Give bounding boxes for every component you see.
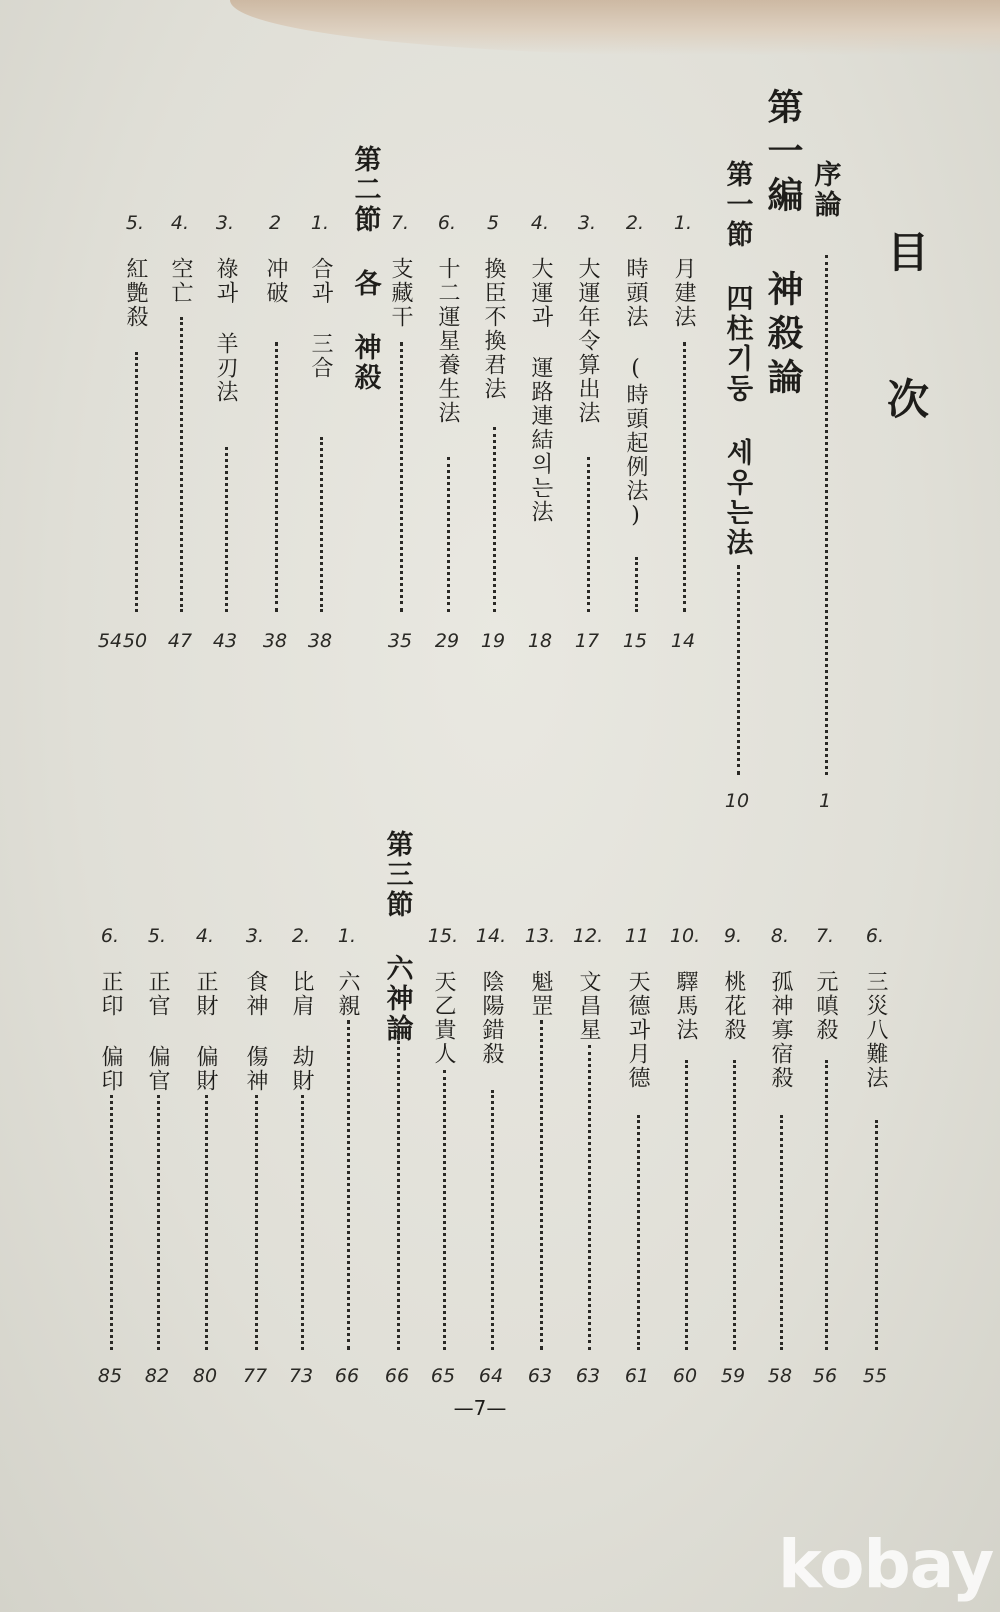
entry-title: 孤神寡宿殺 [768,970,793,1090]
entry-title: 月建法 [671,257,696,329]
section-title: 第二節 各 神殺 [349,145,381,393]
entry-page: 38 [262,630,288,652]
entry-title: 比肩 劫財 [289,970,314,1093]
entry-page: 61 [624,1365,650,1387]
leader-dots [397,1030,400,1350]
leader-dots [635,557,638,612]
entry-page: 56 [812,1365,838,1387]
leader-dots [157,1095,160,1350]
entry-page: 55 [862,1365,888,1387]
entry-page: 15 [622,630,648,652]
entry-number: 6. [437,212,457,234]
entry-page: 65 [430,1365,456,1387]
leader-dots [491,1090,494,1350]
entry-page: 63 [575,1365,601,1387]
entry-page: 19 [480,630,506,652]
entry-page: 50 [122,630,148,652]
entry-title: 正財 偏財 [193,970,218,1093]
entry-page: 77 [242,1365,268,1387]
entry-title: 正官 偏官 [145,970,170,1093]
entry-page: 18 [527,630,553,652]
entry-title: 驛馬法 [673,970,698,1042]
entry-number: 5 [486,212,500,234]
entry-number: 1. [337,925,357,947]
leader-dots [637,1115,640,1350]
entry-page: 17 [574,630,600,652]
entry-title: 六親 [335,970,360,1018]
entry-page: 66 [334,1365,360,1387]
entry-page: 14 [670,630,696,652]
leader-dots [135,352,138,612]
leader-dots [255,1095,258,1350]
entry-number: 2. [291,925,311,947]
entry-page: 35 [387,630,413,652]
entry-number: 12. [572,925,604,947]
entry-page: 80 [192,1365,218,1387]
entry-number: 1. [673,212,693,234]
leader-dots [587,457,590,612]
entry-page: 85 [97,1365,123,1387]
entry-number: 2. [625,212,645,234]
entry-title: 元嗔殺 [813,970,838,1042]
entry-title: 合과 三合 [308,257,333,380]
entry-title: 換臣不換君法 [481,257,506,401]
entry-number: 14. [475,925,507,947]
entry-title: 陰陽錯殺 [479,970,504,1066]
entry-title: 紅艶殺 [123,257,148,329]
leader-dots [875,1120,878,1350]
leader-dots [447,457,450,612]
leader-dots [825,1060,828,1350]
entry-title: 第一節 四柱기둥 세우는法 [721,160,753,558]
entry-title: 十二運星養生法 [435,257,460,425]
entry-page: 63 [527,1365,553,1387]
entry-number: 7. [390,212,410,234]
entry-title: 冲破 [263,257,288,305]
leader-dots [225,447,228,612]
leader-dots [347,1020,350,1350]
entry-title: 三災八難法 [863,970,888,1090]
entry-page: 73 [288,1365,314,1387]
leader-dots [180,317,183,612]
section-title: 第三節 六神論 [381,830,413,1044]
entry-number: 3. [245,925,265,947]
entry-title: 大運年令算出法 [575,257,600,425]
entry-title: 文昌星 [576,970,601,1042]
leader-dots [825,255,828,775]
leader-dots [685,1060,688,1350]
entry-number: 13. [524,925,556,947]
entry-page: 38 [307,630,333,652]
entry-number: 9. [723,925,743,947]
entry-number: 11 [624,925,650,947]
entry-title: 天乙貴人 [431,970,456,1066]
entry-page: 58 [767,1365,793,1387]
leader-dots [275,342,278,612]
entry-page: 54 [97,630,123,652]
leader-dots [780,1115,783,1350]
entry-page: 66 [384,1365,410,1387]
entry-number: 5. [125,212,145,234]
leader-dots [493,427,496,612]
kobay-watermark-logo: kobay [778,1526,994,1603]
water-stain [230,0,1000,55]
entry-title: 食神 傷神 [243,970,268,1093]
leader-dots [683,342,686,612]
entry-page: 1 [818,790,832,812]
entry-number: 8. [770,925,790,947]
entry-title: 支藏干 [388,257,413,329]
book-page: 目 次 序論 1 第一編 神殺論 第一節 四柱기둥 세우는法 10 1. 月建法 14 2. 時頭法 (時頭起例法) 15 3. 大運年令算出法 17 4. 大運과 運路連結의는法 18 5 換臣不換君法 19 6. 十二運星養生法 29 7. 支藏干 35 第二節 各 神殺 1. 合과 三合 38 2 冲破 38 3. 祿과 羊刃法 43 4. 空亡 47 5. 紅艶殺 50 54 6. 三災八難法 55 7. 元嗔殺 56 8. 孤神寡宿殺 58 9. 桃花殺 59 10. 驛馬法 60 11 天德과月德 61 12. 文昌星 63 13. 魁罡 63 14. 陰陽錯殺 64 15. 天乙貴人 65 第三節 六神論 66 1. 六親 66 2. 比肩 劫財 73 3. 食神 傷神 77 4. 正財 偏財 80 5. 正官 偏官 82 6. 正印 偏印 85 —7— kobay [0,0,1000,1612]
entry-page: 59 [720,1365,746,1387]
entry-title: 正印 偏印 [98,970,123,1093]
entry-title: 祿과 羊刃法 [213,257,238,404]
entry-number: 4. [170,212,190,234]
leader-dots [443,1070,446,1350]
entry-page: 43 [212,630,238,652]
entry-number: 2 [268,212,282,234]
leader-dots [540,1020,543,1350]
entry-number: 5. [147,925,167,947]
entry-page: 60 [672,1365,698,1387]
entry-number: 3. [577,212,597,234]
entry-title: 空亡 [168,257,193,305]
entry-title: 魁罡 [528,970,553,1018]
leader-dots [301,1095,304,1350]
entry-number: 10. [669,925,701,947]
leader-dots [110,1095,113,1350]
page-footer-number: —7— [453,1396,507,1420]
entry-number: 6. [865,925,885,947]
entry-page: 10 [724,790,750,812]
leader-dots [400,342,403,612]
entry-page: 29 [434,630,460,652]
entry-number: 4. [195,925,215,947]
leader-dots [737,565,740,775]
entry-number: 4. [530,212,550,234]
leader-dots [733,1060,736,1350]
leader-dots [205,1095,208,1350]
entry-title: 大運과 運路連結의는法 [528,257,553,524]
entry-title: 時頭法 (時頭起例法) [623,257,648,530]
entry-page: 82 [144,1365,170,1387]
entry-page: 47 [167,630,193,652]
entry-title: 桃花殺 [721,970,746,1042]
leader-dots [320,437,323,612]
entry-page: 64 [478,1365,504,1387]
entry-title: 序論 [809,160,841,220]
entry-title: 天德과月德 [625,970,650,1090]
leader-dots [588,1045,591,1350]
part-title: 第一編 神殺論 [762,88,804,402]
entry-number: 15. [427,925,459,947]
entry-number: 6. [100,925,120,947]
entry-number: 3. [215,212,235,234]
entry-number: 1. [310,212,330,234]
entry-number: 7. [815,925,835,947]
